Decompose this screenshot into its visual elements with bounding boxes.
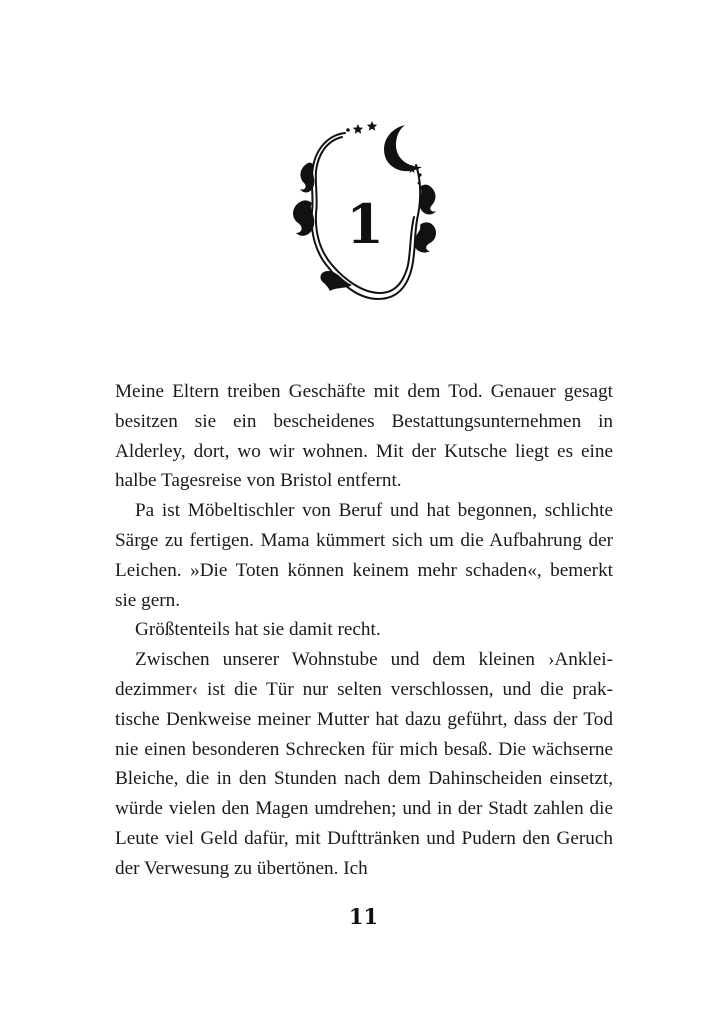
paragraph: Zwischen unserer Wohnstube und dem kleinen ›Ankleidezimmer‹ ist die Tür nur selten verschlossen, und die praktische Denkweise meiner Mutter hat dazu geführt, dass der Tod nie einen besonderen Schrecken für mich besaß. Die wächserne Bleiche, die in den Stunden nach dem Dahinscheiden einsetzt, würde vielen den Magen umdrehen; und in der Stadt zahlen die Leute viel Geld dafür, mit Dufttränken und Pudern den Geruch der Verwesung zu übertönen. Ich [115,649,613,879]
paragraph: Pa ist Möbeltischler von Beruf und hat begonnen, schlichte Särge zu fertigen. Mama kümmert sich um die Aufbahrung der Leichen. »Die Toten können keinem mehr schaden«, bemerkt sie gern. [115,500,613,611]
paragraph: Größtenteils hat sie damit recht. [135,619,381,641]
page-number: 11 [348,904,379,929]
body-text [115,377,613,884]
chapter-ornament [280,115,450,315]
paragraph: Meine Eltern treiben Geschäfte mit dem Tod. Genauer gesagt besitzen sie ein bescheidenes Bestattungsunternehmen in Alderley, dort, wo wir wohnen. Mit der Kutsche liegt es eine halbe Tagesreise von Bristol entfernt. [115,381,613,492]
chapter-number: 1 [346,192,384,256]
